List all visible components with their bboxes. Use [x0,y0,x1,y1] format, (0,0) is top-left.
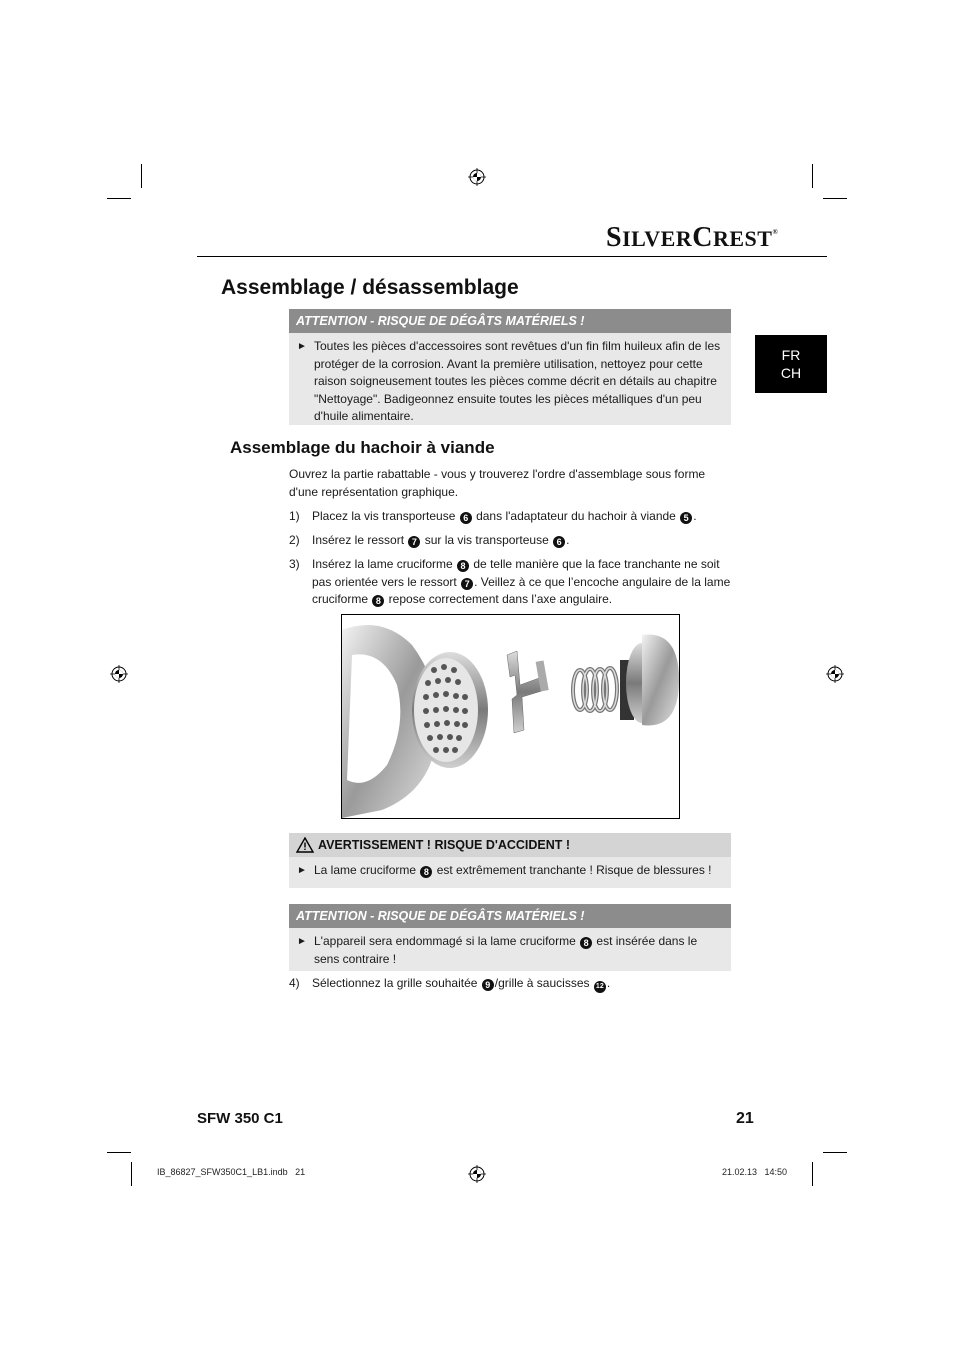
crop-mark [812,164,813,188]
part-number-badge: 8 [580,937,592,949]
material-damage-notice [289,309,731,425]
crop-mark [823,198,847,199]
header-rule [197,256,827,257]
part-number-badge: 6 [553,536,565,548]
part-number-badge: 7 [408,536,420,548]
part-number-badge: 8 [420,866,432,878]
registration-mark-icon [826,665,844,683]
material-damage-notice: ATTENTION - RISQUE DE DÉGÂTS MATÉRIELS ! ► L'appareil sera endommagé si la lame cruciforme 8 est insérée dans le sens contraire ! [289,904,731,971]
warning-triangle-icon [296,837,314,853]
step-number: 2) [289,533,300,547]
step-item: 4) Sélectionnez la grille souhaitée 9 /grille à saucisses 12 . [289,975,734,993]
crop-mark [107,1152,131,1153]
section-title: Assemblage du hachoir à viande [230,438,495,457]
brand-logo: SILVERCREST® [606,222,779,253]
bullet-arrow-icon: ► [297,936,307,947]
part-number-badge: 7 [461,578,473,590]
part-number-badge: 9 [482,979,494,991]
crop-mark [131,1162,132,1186]
step-number: 4) [289,976,300,990]
crop-mark [823,1152,847,1153]
print-timestamp: 21.02.13 14:50 [722,1167,788,1177]
crop-mark [107,198,131,199]
country-code: CH [780,365,802,381]
part-number-badge: 6 [460,512,472,524]
registration-mark-icon [468,1165,486,1183]
registration-mark-icon [110,665,128,683]
bullet-arrow-icon: ► [297,341,307,352]
crop-mark [141,164,142,188]
part-number-badge: 8 [372,595,384,607]
page-title: Assemblage / désassemblage [221,276,519,299]
bullet-arrow-icon: ► [297,865,307,876]
meat-grinder-parts-illustration [342,615,679,818]
step-item: 1) Placez la vis transporteuse 6 dans l'adaptateur du hachoir à viande 5 . [289,508,734,526]
intro-paragraph: Ouvrez la partie rabattable - vous y trouverez l'ordre d'assemblage sous forme d'une représentation graphique. [289,467,706,499]
page-number: 21 [736,1110,754,1127]
step-item: 2) Insérez le ressort 7 sur la vis transporteuse 6 . [289,532,734,550]
language-code: FR [781,347,801,363]
registration-mark-icon [468,168,486,186]
model-number: SFW 350 C1 [197,1110,283,1127]
crop-mark [812,1162,813,1186]
part-number-badge: 12 [594,981,606,993]
notice-heading: ATTENTION - RISQUE DE DÉGÂTS MATÉRIELS ! [289,309,731,333]
file-slug: IB_86827_SFW350C1_LB1.indb 21 [157,1167,306,1177]
assembly-photo [341,614,680,819]
part-number-badge: 8 [457,560,469,572]
notice-heading: ATTENTION - RISQUE DE DÉGÂTS MATÉRIELS ! [289,904,731,928]
notice-text: Toutes les pièces d'accessoires sont revêtues d'un fin film huileux afin de les protéger de la corrosion. Avant la première utilisation, nettoyez pour cette raison soigneusement toutes les pièces comme décrit en détails au chapitre "Nettoyage". Badigeonnez ensuite toutes les pièces métalliques d'un peu d'huile alimentaire. [314,339,721,423]
warning-heading: AVERTISSEMENT ! RISQUE D'ACCIDENT ! [318,837,571,852]
step-number: 3) [289,557,300,571]
part-number-badge: 5 [680,512,692,524]
language-tab [755,335,827,393]
accident-warning: AVERTISSEMENT ! RISQUE D'ACCIDENT ! ► La lame cruciforme 8 est extrêmement tranchante ! Risque de blessures ! [289,833,731,888]
step-item: 3) Insérez la lame cruciforme 8 de telle manière que la face tranchante ne soit pas orientée vers le ressort 7 . Veillez à ce que l’encoche angulaire de la lame cruciforme 8 repose correctement dans l’axe angulaire. [289,556,734,609]
step-number: 1) [289,509,300,523]
